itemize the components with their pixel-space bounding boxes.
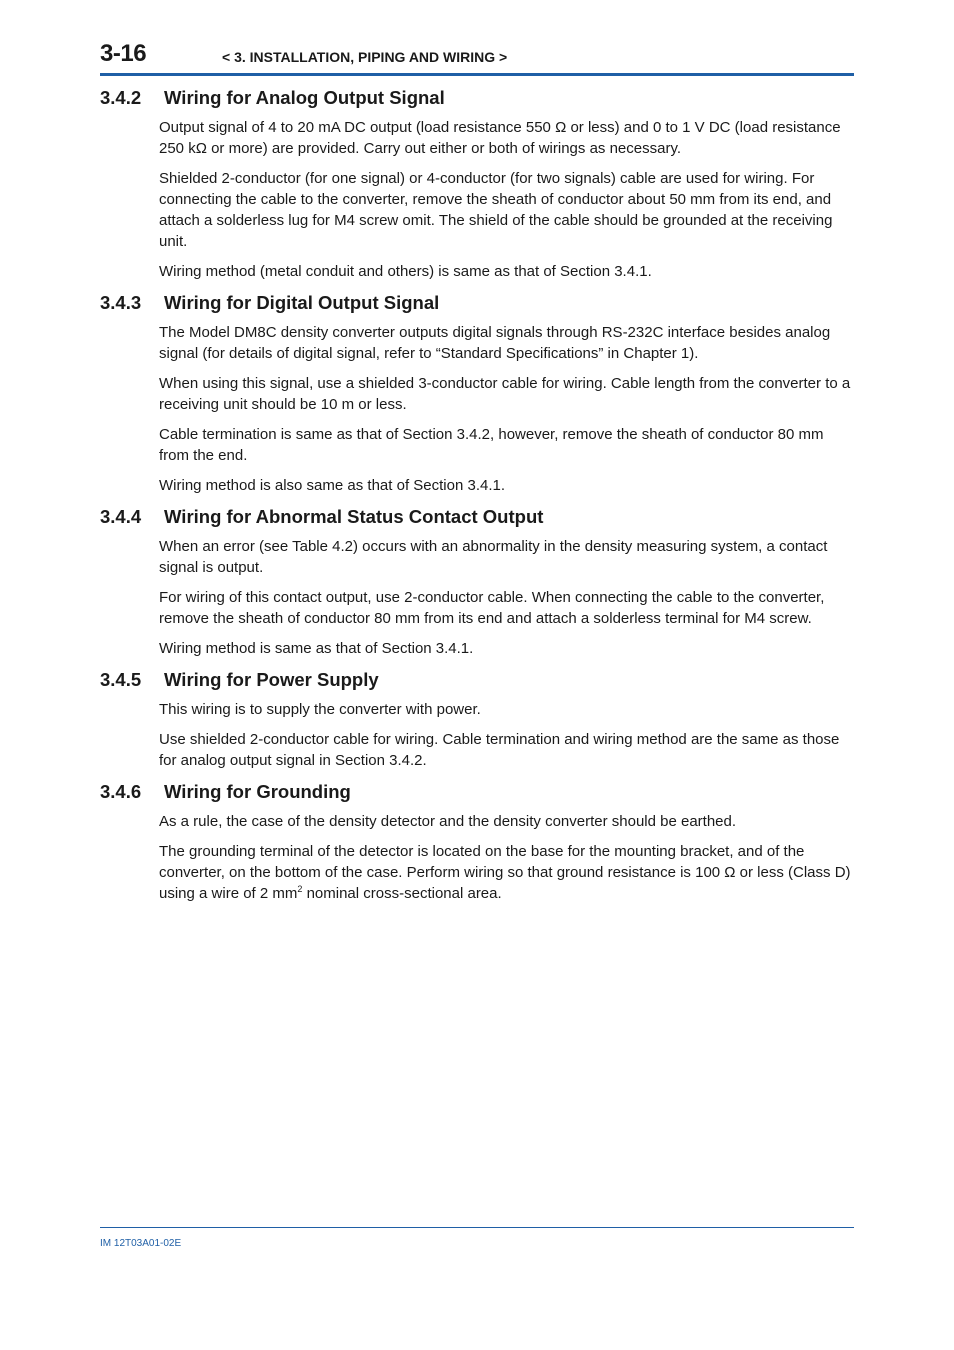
section-3-4-6 xyxy=(100,780,854,904)
section-number: 3.4.5 xyxy=(100,669,142,690)
section-title: Wiring for Power Supply xyxy=(164,669,379,690)
section-title: Wiring for Digital Output Signal xyxy=(164,292,440,313)
paragraph: When an error (see Table 4.2) occurs with an abnormality in the density measuring system, a contact signal is output. xyxy=(159,538,828,576)
paragraph: Use shielded 2-conductor cable for wiring. Cable termination and wiring method are the same as those for analog output signal in Section 3.4.2. xyxy=(159,731,840,769)
paragraph: Wiring method is also same as that of Section 3.4.1. xyxy=(159,477,506,494)
section-number: 3.4.6 xyxy=(100,781,142,802)
paragraph-text: nominal cross-sectional area. xyxy=(302,885,502,902)
paragraph: Output signal of 4 to 20 mA DC output (load resistance 550 Ω or less) and 0 to 1 V DC (load resistance 250 kΩ or more) are provided. Carry out either or both of wirings as necessary. xyxy=(159,119,841,157)
paragraph: Shielded 2-conductor (for one signal) or 4-conductor (for two signals) cable are used for wiring. For connecting the cable to the converter, remove the sheath of conductor about 50 mm from its end, and attach a solderless lug for M4 screw omit. The shield of the cable should be grounded at the receiving unit. xyxy=(159,170,833,250)
paragraph: Wiring method (metal conduit and others) is same as that of Section 3.4.1. xyxy=(159,263,652,280)
paragraph: For wiring of this contact output, use 2-conductor cable. When connecting the cable to the converter, remove the sheath of conductor 80 mm from its end and attach a solderless terminal for M4 screw. xyxy=(159,589,825,627)
section-heading xyxy=(100,505,854,529)
page-number: 3-16 xyxy=(100,40,147,67)
section-title: Wiring for Abnormal Status Contact Output xyxy=(164,506,544,527)
paragraph: As a rule, the case of the density detector and the density converter should be earthed. xyxy=(159,813,737,830)
footer-rule xyxy=(100,1227,854,1228)
paragraph: When using this signal, use a shielded 3-conductor cable for wiring. Cable length from the converter to a receiving unit should be 10 m or less. xyxy=(159,375,851,413)
superscript: 2 xyxy=(297,884,303,894)
section-3-4-3 xyxy=(100,291,854,496)
chapter-title: < 3. INSTALLATION, PIPING AND WIRING > xyxy=(222,49,508,65)
header-rule xyxy=(100,73,854,76)
document-number: IM 12T03A01-02E xyxy=(100,1238,182,1249)
section-title: Wiring for Analog Output Signal xyxy=(164,87,445,108)
section-number: 3.4.3 xyxy=(100,292,142,313)
page-header xyxy=(100,40,854,74)
section-3-4-5 xyxy=(100,668,854,771)
paragraph xyxy=(159,841,854,904)
section-heading xyxy=(100,291,854,315)
section-heading xyxy=(100,86,854,110)
paragraph-text: The grounding terminal of the detector is located on the base for the mounting bracket, and of the converter, on the bottom of the case. Perform wiring so that ground resistance is 100 Ω or less (Class D) using a wire of 2 mm xyxy=(159,843,851,902)
section-heading xyxy=(100,780,854,804)
paragraph: Wiring method is same as that of Section 3.4.1. xyxy=(159,640,474,657)
section-number: 3.4.2 xyxy=(100,87,142,108)
section-3-4-2 xyxy=(100,86,854,282)
section-heading xyxy=(100,668,854,692)
section-number: 3.4.4 xyxy=(100,506,142,527)
page-content xyxy=(100,86,854,913)
paragraph: The Model DM8C density converter outputs digital signals through RS-232C interface besides analog signal (for details of digital signal, refer to “Standard Specifications” in Chapter 1). xyxy=(159,324,831,362)
section-3-4-4 xyxy=(100,505,854,659)
section-title: Wiring for Grounding xyxy=(164,781,351,802)
paragraph: This wiring is to supply the converter with power. xyxy=(159,701,481,718)
paragraph: Cable termination is same as that of Section 3.4.2, however, remove the sheath of conductor 80 mm from the end. xyxy=(159,426,824,464)
